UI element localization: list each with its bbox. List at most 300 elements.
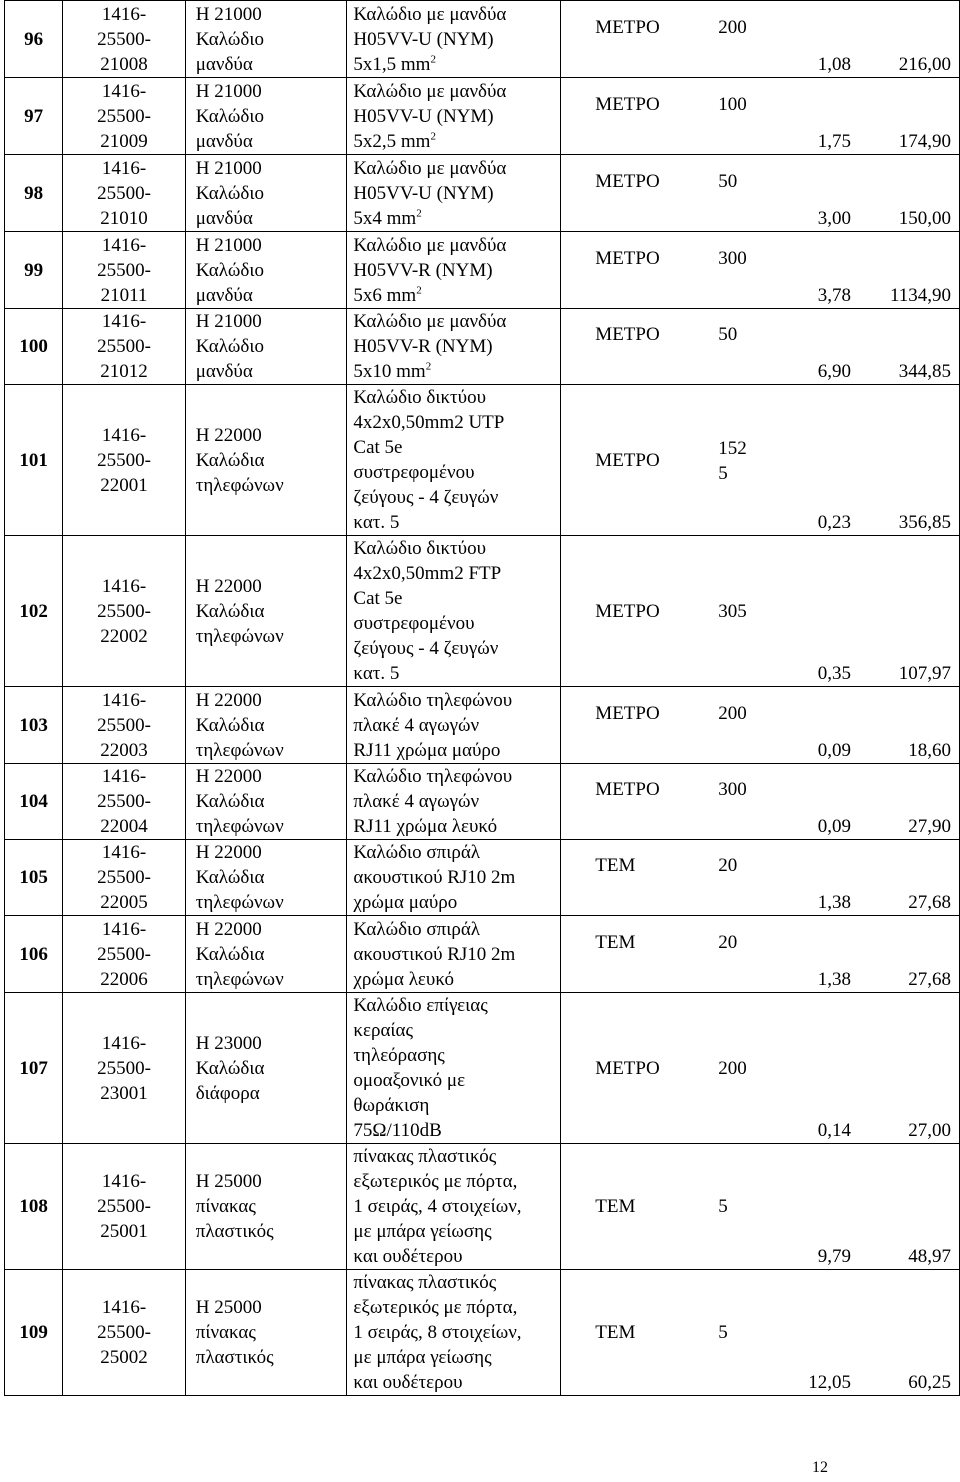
unit-price: 0,23: [817, 512, 851, 533]
cell-line: Η 21000: [195, 311, 262, 332]
cell-line: ζεύγους - 4 ζευγών: [353, 638, 499, 659]
unit-of-measure: ΤΕΜ: [595, 931, 636, 953]
cell-line: ομοαξονικό με: [353, 1070, 466, 1091]
item-number: [5, 309, 63, 385]
cell-line: 1416-: [101, 918, 147, 940]
quantity: 200: [718, 702, 747, 724]
cell-line: 25500-: [97, 449, 151, 471]
item-number-text: 106: [19, 943, 48, 965]
item-figures: [561, 687, 960, 764]
item-category: [185, 993, 347, 1144]
item-description: [347, 916, 561, 993]
item-figures: [561, 993, 960, 1144]
unit-of-measure: ΜΕΤΡΟ: [595, 93, 660, 115]
item-description: [347, 155, 561, 232]
quantity: 305: [718, 600, 747, 622]
item-code: [63, 78, 186, 155]
quantity: 300: [718, 247, 747, 269]
unit-price: 1,75: [817, 130, 851, 152]
item-code: [63, 687, 186, 764]
cell-line: Καλώδιο τηλεφώνου: [353, 689, 513, 711]
line-total: 107,97: [898, 663, 951, 684]
cell-line: Cat 5e: [353, 437, 403, 458]
cell-line: 1416-: [101, 1032, 147, 1054]
cell-line: μανδύα: [195, 130, 253, 152]
cell-line: Καλώδιο δικτύου: [353, 387, 486, 408]
cell-line: Η 22000: [195, 766, 262, 787]
cell-line: πίνακας: [195, 1322, 256, 1343]
cell-line: διάφορα: [195, 1082, 260, 1104]
superscript: 2: [430, 53, 436, 66]
cell-line: 22005: [100, 892, 148, 913]
cell-line: 25002: [100, 1347, 148, 1368]
cell-line: 4x2x0,50mm2 FTP: [353, 563, 502, 584]
line-total: 48,97: [908, 1246, 951, 1267]
cell-line: 5x1,5 $mm^2$: [353, 53, 436, 75]
cell-line: κεραίας: [353, 1020, 413, 1041]
cell-line: 1416-: [101, 311, 147, 332]
unit-of-measure: ΜΕΤΡΟ: [595, 170, 660, 192]
cell-line: Η 25000: [195, 1171, 262, 1192]
item-number-text: 107: [19, 1057, 48, 1079]
cell-line: Η 21000: [195, 234, 262, 256]
item-figures: [561, 916, 960, 993]
item-figures: [561, 309, 960, 385]
cell-line: τηλεφώνων: [195, 816, 284, 837]
unit-of-measure: ΤΕΜ: [595, 1322, 636, 1343]
cell-line: 1416-: [101, 1297, 147, 1318]
item-description: [347, 1144, 561, 1270]
cell-line: ακουστικού RJ10 2m: [353, 867, 516, 888]
item-category: [185, 840, 347, 916]
item-number: [5, 78, 63, 155]
table-row: [5, 232, 960, 309]
item-code: [63, 916, 186, 993]
cell-line: μανδύα: [195, 53, 253, 75]
item-number-text: 100: [19, 336, 48, 357]
cell-line: 1 σειράς, 4 στοιχείων,: [353, 1196, 522, 1217]
item-description: [347, 232, 561, 309]
superscript: 2: [425, 360, 432, 373]
unit-of-measure: ΜΕΤΡΟ: [595, 449, 660, 471]
quantity: 100: [718, 93, 747, 115]
cell-line: Η 22000: [195, 842, 262, 863]
item-category: [185, 1, 347, 78]
cell-line: συστρεφομένου: [353, 462, 475, 483]
quantity: 5: [718, 1322, 728, 1343]
cell-line: Καλώδιο με μανδύα: [353, 3, 507, 25]
unit-price: 0,35: [817, 663, 851, 684]
cell-line: Η 21000: [195, 3, 262, 25]
unit-price: 0,09: [817, 816, 851, 837]
item-figures: [561, 385, 960, 536]
cell-line: Η 22000: [195, 575, 262, 597]
cell-line: 21012: [100, 361, 148, 382]
item-number-text: 101: [19, 449, 48, 471]
cell-line: τηλεφώνων: [195, 625, 284, 647]
item-category: [185, 536, 347, 687]
cell-line: χρώμα λευκό: [353, 968, 454, 990]
quantity: 20: [718, 931, 738, 953]
cell-line: 22004: [100, 816, 148, 837]
cell-line: πίνακας πλαστικός: [353, 1146, 497, 1167]
item-code: [63, 1, 186, 78]
item-description: [347, 536, 561, 687]
cell-line: H05VV-U (NYM): [353, 105, 494, 127]
item-figures: [561, 1144, 960, 1270]
cell-line: 5x10 $mm^2$: [353, 360, 432, 382]
cell-line: Καλώδιο με μανδύα: [353, 80, 507, 102]
item-number-text: 105: [19, 867, 48, 888]
item-code: [63, 309, 186, 385]
cell-line: Καλώδια: [195, 791, 265, 812]
item-number: [5, 232, 63, 309]
table-row: [5, 1144, 960, 1270]
cell-line: εξωτερικός με πόρτα,: [353, 1171, 518, 1192]
quantity: 300: [718, 779, 747, 800]
item-category: [185, 78, 347, 155]
cell-line: H05VV-R (NYM): [353, 259, 493, 281]
cell-line: ακουστικού RJ10 2m: [353, 943, 516, 965]
item-code: [63, 536, 186, 687]
cell-line: Καλώδιο σπιράλ: [353, 842, 481, 863]
cell-line: H05VV-R (NYM): [353, 336, 493, 357]
item-number-text: 104: [19, 791, 48, 812]
cell-line: Καλώδια: [195, 449, 265, 471]
item-figures: [561, 155, 960, 232]
cell-line: 21008: [100, 53, 148, 75]
cell-line: Η 25000: [195, 1297, 262, 1318]
item-number-text: 98: [24, 182, 44, 204]
cell-line: 5x4 $mm^2$: [353, 207, 422, 229]
cell-line: RJ11 χρώμα μαύρο: [353, 739, 501, 761]
cell-line: Καλώδια: [195, 714, 265, 736]
cell-line: 1416-: [101, 80, 147, 102]
item-figures: [561, 232, 960, 309]
item-description: [347, 840, 561, 916]
unit-price: 3,00: [817, 207, 851, 229]
item-code: [63, 840, 186, 916]
cell-line: 22003: [100, 739, 148, 761]
cell-line: Η 22000: [195, 424, 262, 446]
table-row: [5, 385, 960, 536]
table-row: [5, 309, 960, 385]
unit-price: 12,05: [808, 1372, 851, 1393]
quantity: 5: [718, 1196, 728, 1217]
cell-line: 5x2,5 $mm^2$: [353, 130, 436, 152]
quantity: 20: [718, 855, 738, 876]
item-number: [5, 764, 63, 840]
cell-line: Καλώδιο: [195, 105, 264, 127]
cell-line: 21011: [100, 284, 148, 306]
item-figures: [561, 1270, 960, 1396]
unit-price: 0,14: [817, 1120, 851, 1141]
item-code: [63, 764, 186, 840]
quantity: 50: [718, 170, 738, 192]
cell-line: πίνακας πλαστικός: [353, 1272, 497, 1293]
cell-line: 25001: [100, 1221, 148, 1242]
unit-of-measure: ΜΕΤΡΟ: [595, 702, 660, 724]
line-total: 1134,90: [889, 284, 951, 306]
cell-line: εξωτερικός με πόρτα,: [353, 1297, 518, 1318]
cell-line: πλαστικός: [195, 1347, 274, 1368]
item-number-text: 96: [24, 28, 44, 50]
item-figures: [561, 536, 960, 687]
item-description: [347, 993, 561, 1144]
unit-price: 9,79: [817, 1246, 851, 1267]
table-row: [5, 993, 960, 1144]
cell-line: τηλεφώνων: [195, 892, 284, 913]
item-number: [5, 1270, 63, 1396]
item-description: [347, 1, 561, 78]
unit-price: 1,08: [817, 53, 851, 75]
item-number: [5, 385, 63, 536]
item-figures: [561, 840, 960, 916]
cell-line: πλακέ 4 αγωγών: [353, 714, 480, 736]
cell-line: 1416-: [101, 157, 147, 179]
table-row: [5, 764, 960, 840]
superscript: 2: [430, 130, 436, 143]
cell-line: Καλώδιο: [195, 182, 264, 204]
cell-line: 22002: [100, 625, 148, 647]
unit-of-measure: ΜΕΤΡΟ: [595, 324, 660, 345]
cell-line: πλαστικός: [195, 1221, 274, 1242]
unit-of-measure: ΜΕΤΡΟ: [595, 247, 660, 269]
item-number: [5, 1, 63, 78]
item-number-text: 103: [19, 714, 48, 736]
line-total: 18,60: [908, 739, 951, 761]
cell-line: θωράκιση: [353, 1095, 430, 1116]
cell-line: H05VV-U (NYM): [353, 28, 494, 50]
table-row: [5, 1, 960, 78]
item-number: [5, 536, 63, 687]
item-category: [185, 916, 347, 993]
item-description: [347, 78, 561, 155]
line-total: 216,00: [898, 53, 951, 75]
table-row: [5, 916, 960, 993]
cell-line: τηλεφώνων: [195, 474, 284, 496]
table-row: [5, 840, 960, 916]
item-number: [5, 1144, 63, 1270]
cell-line: 22001: [100, 474, 148, 496]
cell-line: κατ. 5: [353, 512, 400, 533]
item-number: [5, 155, 63, 232]
cell-line: 75Ω/110dB: [353, 1120, 442, 1141]
superscript: 2: [416, 207, 422, 220]
item-number: [5, 993, 63, 1144]
line-total: 27,68: [908, 968, 951, 990]
unit-of-measure: ΜΕΤΡΟ: [595, 779, 660, 800]
cell-line: Καλώδιο με μανδύα: [353, 157, 507, 179]
item-number-text: 97: [24, 105, 44, 127]
item-category: [185, 232, 347, 309]
item-category: [185, 385, 347, 536]
item-figures: [561, 78, 960, 155]
cell-line: 4x2x0,50mm2 UTP: [353, 412, 505, 433]
cell-line: 25500-: [97, 943, 151, 965]
cell-line: Καλώδιο δικτύου: [353, 538, 486, 559]
cell-line: χρώμα μαύρο: [353, 892, 458, 913]
cell-line: με μπάρα γείωσης: [353, 1221, 492, 1242]
cell-line: Καλώδια: [195, 943, 265, 965]
superscript: 2: [416, 284, 422, 297]
cell-line: 25500-: [97, 336, 151, 357]
cell-line: Καλώδιο: [195, 28, 264, 50]
item-description: [347, 1270, 561, 1396]
quantity: 200: [718, 1057, 747, 1079]
cell-line: 25500-: [97, 600, 151, 622]
cell-line: 25500-: [97, 105, 151, 127]
cell-line: 1416-: [101, 575, 147, 597]
item-number-text: 102: [19, 600, 48, 622]
cell-line: πλακέ 4 αγωγών: [353, 791, 480, 812]
cell-line: Καλώδιο σπιράλ: [353, 918, 481, 940]
unit-price: 1,38: [817, 892, 851, 913]
cell-line: 25500-: [97, 1196, 151, 1217]
cell-line: 25500-: [97, 28, 151, 50]
unit-of-measure: ΤΕΜ: [595, 855, 636, 876]
item-number: [5, 916, 63, 993]
table-row: [5, 687, 960, 764]
unit-price: 0,09: [817, 739, 851, 761]
unit-of-measure: ΤΕΜ: [595, 1196, 636, 1217]
cell-line: 1416-: [101, 842, 147, 863]
cell-line: και ουδέτερου: [353, 1246, 463, 1267]
unit-price: 3,78: [817, 284, 851, 306]
line-total: 27,90: [908, 816, 951, 837]
cell-line: 1416-: [101, 1171, 147, 1192]
line-total: 344,85: [898, 361, 951, 382]
line-total: 27,00: [908, 1120, 951, 1141]
cell-line: ζεύγους - 4 ζευγών: [353, 487, 499, 508]
cell-line: 1416-: [101, 766, 147, 787]
table-row: [5, 536, 960, 687]
item-description: [347, 309, 561, 385]
quantity: 200: [718, 16, 747, 38]
cell-line: 1416-: [101, 3, 147, 25]
cell-line: 1416-: [101, 689, 147, 711]
cell-line: Η 22000: [195, 918, 262, 940]
quantity: 50: [718, 324, 738, 345]
cell-line: RJ11 χρώμα λευκό: [353, 816, 498, 837]
item-figures: [561, 764, 960, 840]
item-code: [63, 1144, 186, 1270]
cell-line: 25500-: [97, 182, 151, 204]
cell-line: Καλώδιο: [195, 336, 264, 357]
cell-line: 25500-: [97, 1057, 151, 1079]
quantity: 152: [718, 437, 747, 459]
cell-line: 25500-: [97, 867, 151, 888]
cell-line: τηλεφώνων: [195, 739, 284, 761]
cell-line: Καλώδια: [195, 600, 265, 622]
cell-line: κατ. 5: [353, 663, 400, 684]
item-code: [63, 993, 186, 1144]
cell-line: και ουδέτερου: [353, 1372, 463, 1393]
cell-line: Καλώδιο: [195, 259, 264, 281]
line-total: 174,90: [898, 130, 951, 152]
cell-line: με μπάρα γείωσης: [353, 1347, 492, 1368]
page-number-text: 12: [812, 1459, 828, 1476]
items-table: [4, 0, 960, 1396]
cell-line: μανδύα: [195, 361, 253, 382]
cell-line: 25500-: [97, 259, 151, 281]
item-figures: [561, 1, 960, 78]
cell-line: Καλώδια: [195, 1057, 265, 1079]
cell-line: 5x6 $mm^2$: [353, 284, 422, 306]
item-number-text: 99: [24, 259, 44, 281]
cell-line: μανδύα: [195, 207, 253, 229]
item-category: [185, 687, 347, 764]
item-category: [185, 155, 347, 232]
item-number-text: 109: [19, 1322, 48, 1343]
line-total: 60,25: [908, 1372, 951, 1393]
line-total: 27,68: [908, 892, 951, 913]
item-description: [347, 385, 561, 536]
item-code: [63, 155, 186, 232]
cell-line: Καλώδιο με μανδύα: [353, 234, 507, 256]
cell-line: 23001: [100, 1082, 148, 1104]
unit-price: 1,38: [817, 968, 851, 990]
cell-line: 25500-: [97, 791, 151, 812]
table-row: [5, 155, 960, 232]
cell-line: πίνακας: [195, 1196, 256, 1217]
cell-line: Καλώδιο επίγειας: [353, 995, 488, 1016]
cell-line: μανδύα: [195, 284, 253, 306]
cell-line: 25500-: [97, 1322, 151, 1343]
unit-of-measure: ΜΕΤΡΟ: [595, 16, 660, 38]
table-row: [5, 78, 960, 155]
table-row: [5, 1270, 960, 1396]
cell-line: H05VV-U (NYM): [353, 182, 494, 204]
unit-of-measure: ΜΕΤΡΟ: [595, 600, 660, 622]
cell-line: 21010: [100, 207, 148, 229]
cell-line: συστρεφομένου: [353, 613, 475, 634]
item-number: [5, 840, 63, 916]
item-code: [63, 1270, 186, 1396]
item-number-text: 108: [19, 1196, 48, 1217]
quantity-line-2: 5: [718, 462, 728, 484]
cell-line: Η 21000: [195, 80, 262, 102]
cell-line: Cat 5e: [353, 588, 403, 609]
cell-line: Η 22000: [195, 689, 262, 711]
item-number: [5, 687, 63, 764]
line-total: 150,00: [898, 207, 951, 229]
item-description: [347, 687, 561, 764]
unit-of-measure: ΜΕΤΡΟ: [595, 1057, 660, 1079]
cell-line: Η 23000: [195, 1032, 262, 1054]
item-code: [63, 232, 186, 309]
cell-line: 21009: [100, 130, 148, 152]
cell-line: 25500-: [97, 714, 151, 736]
cell-line: 1 σειράς, 8 στοιχείων,: [353, 1322, 522, 1343]
line-total: 356,85: [898, 512, 951, 533]
item-category: [185, 764, 347, 840]
item-description: [347, 764, 561, 840]
cell-line: 22006: [100, 968, 148, 990]
item-category: [185, 1270, 347, 1396]
cell-line: Καλώδιο τηλεφώνου: [353, 766, 513, 787]
cell-line: Καλώδια: [195, 867, 265, 888]
item-category: [185, 309, 347, 385]
item-code: [63, 385, 186, 536]
cell-line: Η 21000: [195, 157, 262, 179]
cell-line: 1416-: [101, 424, 147, 446]
cell-line: τηλεφώνων: [195, 968, 284, 990]
items-table-body: [5, 1, 960, 1396]
unit-price: 6,90: [817, 361, 851, 382]
cell-line: 1416-: [101, 234, 147, 256]
cell-line: τηλεόρασης: [353, 1045, 445, 1066]
